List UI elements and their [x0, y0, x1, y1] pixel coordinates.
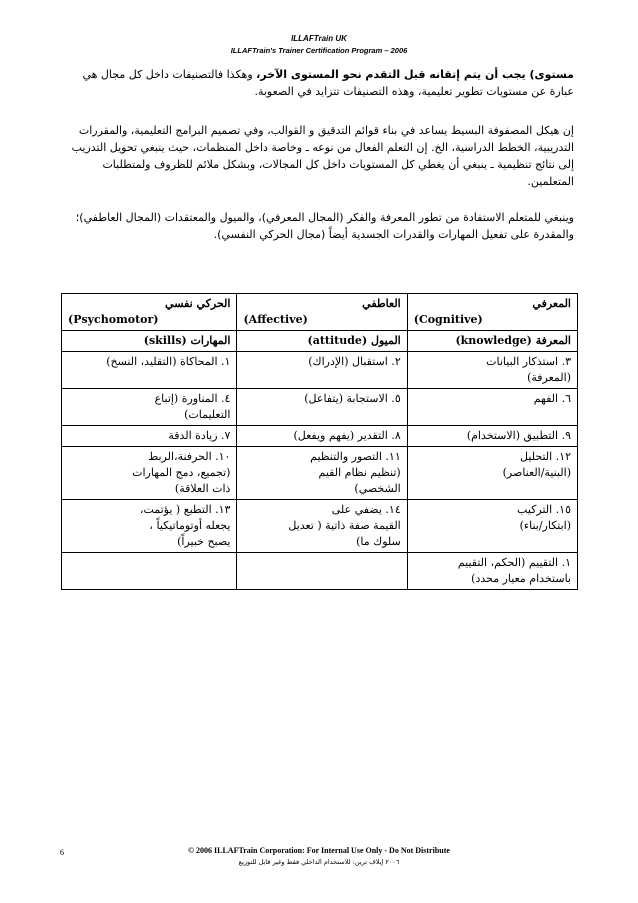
table-cell	[407, 352, 577, 389]
table-cell	[62, 500, 237, 553]
table-row	[62, 426, 578, 447]
document-header-subtitle: ILLAFTrain's Trainer Certification Program – 2006	[230, 46, 408, 55]
cell-text: ١١. التصور والتنظيم (تنظيم نظام القيم الشخصي)	[310, 450, 401, 495]
cell-text: ٤. المناورة (إتباع التعليمات)	[154, 392, 231, 421]
cell-text: ١٤. يضفي على القيمة صفة ذاتية ( تعديل سلوك ما)	[288, 503, 401, 548]
table-cell	[237, 352, 407, 389]
header-psychomotor	[62, 294, 237, 331]
cell-text: ١٥. التركيب (ابتكار/بناء)	[517, 503, 571, 532]
table-cell	[407, 553, 577, 590]
table-cell	[62, 447, 237, 500]
table-cell	[62, 553, 237, 590]
footer-copyright: © 2006 ILLAFTrain Corporation: For Internal Use Only - Do Not Distribute	[188, 846, 450, 855]
footer-arabic-notice: ٢٠٠٦ إيلاف ترين: للاستخدام الداخلي فقط وغير قابل للتوزيع	[238, 858, 400, 866]
paragraph-matrix-structure: إن هيكل المصفوفة البسيط يساعد في بناء قوائم التدقيق و القوالب، وفي تصميم البرامج التعليمية، والمقررات التدريبية، الخطط الدراسية، الخ. إن التعلم الفعال من نوعه ـ وخاصة داخل المنظمات، حيث ينبغي تحويل التدريب إلى نتائج تنظيمية ـ ينبغي أن يغطي كل المستويات داخل كل المجالات، وبشكل ملائم للظروف ولمتطلبات المتعلمين.	[71, 124, 574, 188]
header-psychomotor-en: (Psychomotor)	[68, 313, 159, 326]
taxonomy-subheader-row	[62, 331, 578, 352]
cell-text: ٧. زيادة الدقة	[168, 429, 231, 442]
table-cell	[237, 389, 407, 426]
subheader-knowledge: المعرفة (knowledge)	[407, 331, 577, 352]
subheader-attitude: الميول (attitude)	[237, 331, 407, 352]
subheader-skills: المهارات (skills)	[62, 331, 237, 352]
cell-text: ٦. الفهم	[533, 392, 571, 405]
cell-text: ٣. استذكار البيانات (المعرفة)	[486, 355, 571, 384]
cell-text: ٥. الاستجابة (يتفاعل)	[304, 392, 401, 405]
cell-text: ١٣. التطبع ( يؤتمت، يجعله أوتوماتيكياً ، يصبح خبيراً)	[139, 503, 231, 548]
header-affective-ar: العاطفي	[362, 297, 401, 310]
page-number: 6	[60, 848, 64, 857]
table-row	[62, 447, 578, 500]
header-affective-en: (Affective)	[243, 313, 308, 326]
table-cell	[237, 500, 407, 553]
table-cell	[407, 447, 577, 500]
cell-text: ١. المحاكاة (التقليد، النسخ)	[106, 355, 231, 368]
header-affective	[237, 294, 407, 331]
taxonomy-header-row	[62, 294, 578, 331]
table-row	[62, 389, 578, 426]
table-row	[62, 352, 578, 389]
table-cell	[62, 352, 237, 389]
paragraph-levels	[66, 66, 574, 100]
document-header-title: ILLAFTrain UK	[291, 34, 347, 43]
taxonomy-table	[61, 293, 578, 590]
table-row	[62, 500, 578, 553]
table-cell	[407, 500, 577, 553]
header-cognitive-ar: المعرفي	[532, 297, 571, 310]
table-cell	[407, 389, 577, 426]
table-cell	[237, 426, 407, 447]
header-cognitive	[407, 294, 577, 331]
table-cell	[407, 426, 577, 447]
header-cognitive-en: (Cognitive)	[413, 313, 483, 326]
cell-text: ٩. التطبيق (الاستخدام)	[466, 429, 571, 442]
cell-text: ١. التقييم (الحكم، التقييم باستخدام معيار محدد)	[457, 556, 571, 585]
table-cell	[237, 447, 407, 500]
cell-text: ٨. التقدير (يفهم ويفعل)	[293, 429, 401, 442]
paragraph-learner-domains: وينبغي للمتعلم الاستفادة من تطور المعرفة والفكر (المجال المعرفي)، والميول والمعتقدات (المجال العاطفي)؛ والمقدرة على تفعيل المهارات والقدرات الجسدية أيضاً (مجال الحركي النفسي).	[75, 211, 574, 241]
paragraph-levels-rest: وهكذا فالتصنيفات داخل كل مجال هي عبارة عن مستويات تطوير تعليمية، وهذه التصنيفات تتزايد في الصعوبة.	[82, 68, 574, 98]
cell-text: ١٢. التحليل (البنية/العناصر)	[502, 450, 571, 479]
header-psychomotor-ar: الحركي نفسي	[165, 297, 231, 310]
table-cell	[237, 553, 407, 590]
table-cell	[62, 426, 237, 447]
paragraph-levels-bold: مستوى) يجب أن يتم إتقانه قبل التقدم نحو المستوى الآخر،	[256, 68, 574, 81]
table-cell	[62, 389, 237, 426]
table-row	[62, 553, 578, 590]
cell-text: ٢. استقبال (الإدراك)	[308, 355, 401, 368]
cell-text: ١٠. الحرفنة،الربط (تجميع، دمج المهارات ذات العلاقة)	[132, 450, 231, 495]
